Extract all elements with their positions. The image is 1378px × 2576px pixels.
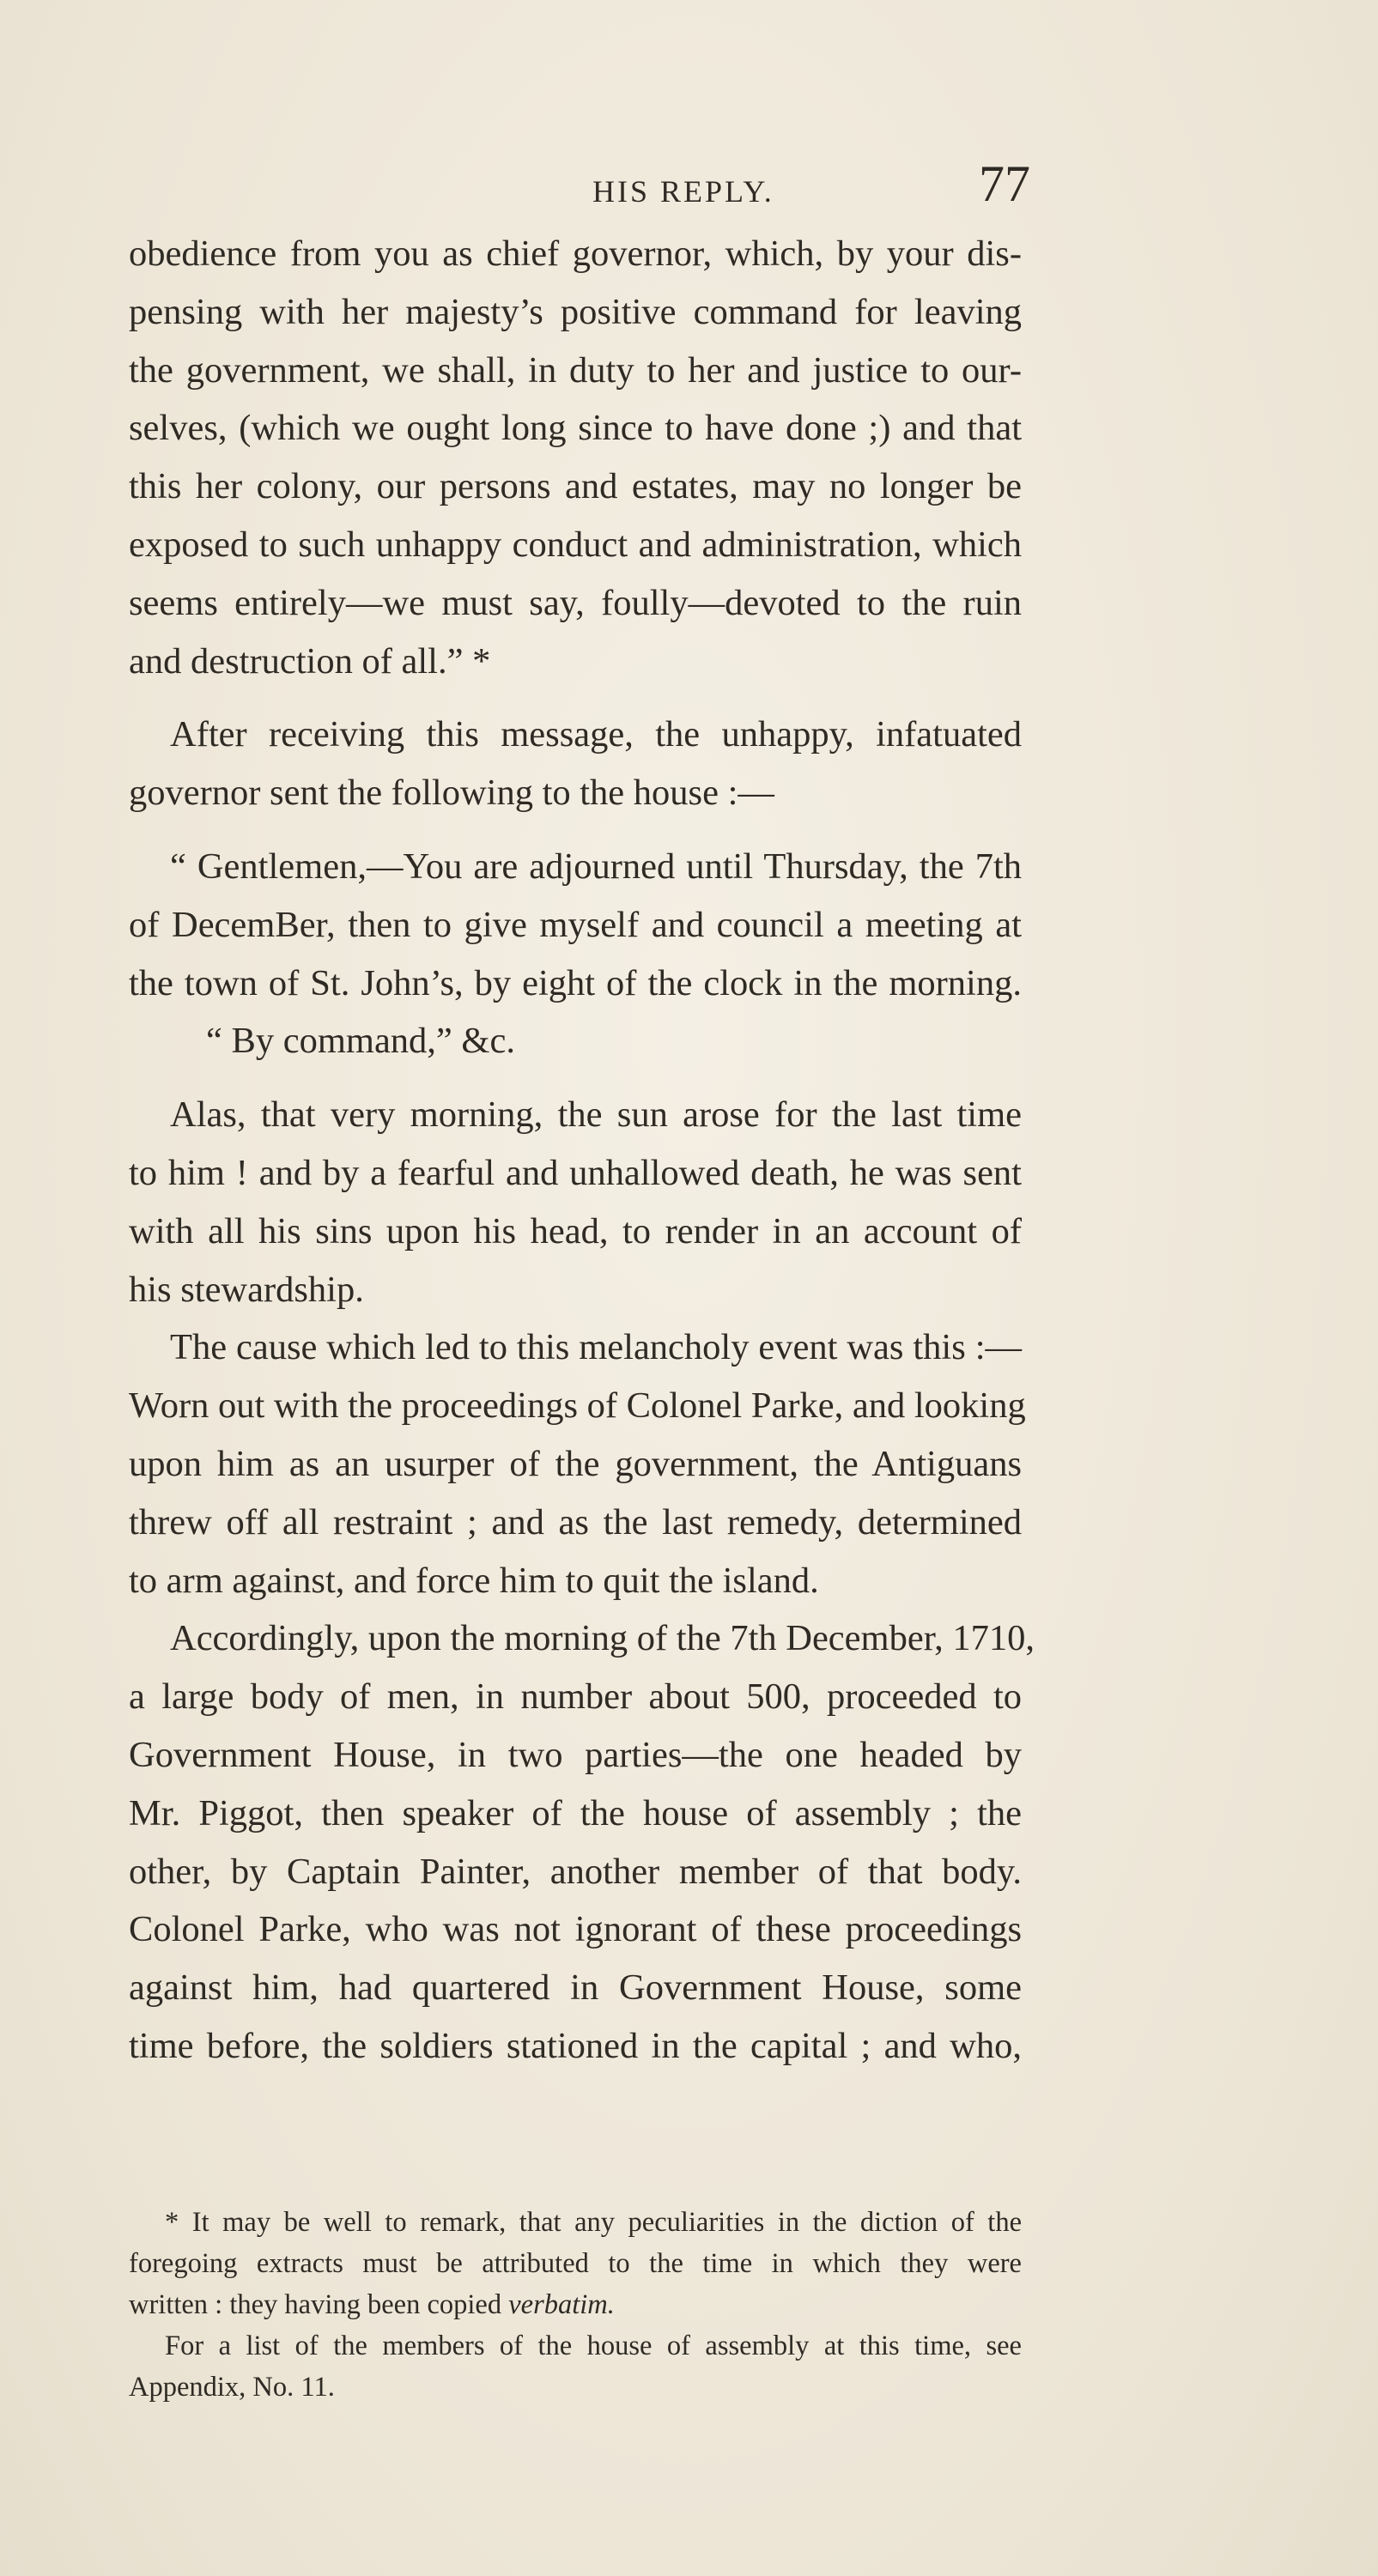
text-line: this her colony, our persons and estates, may no longer be xyxy=(129,466,1022,507)
text-line: governor sent the following to the house :— xyxy=(129,773,774,814)
text-line: time before, the soldiers stationed in the capital ; and who, xyxy=(129,2025,1022,2066)
footnote-italic: verbatim. xyxy=(508,2289,615,2320)
text-line: Colonel Parke, who was not ignorant of these proceedings xyxy=(129,1909,1022,1950)
text-line: other, by Captain Painter, another member of that body. xyxy=(129,1851,1022,1892)
text-line: the town of St. John’s, by eight of the clock in the morning. xyxy=(129,962,1022,1003)
text-line: to arm against, and force him to quit the island. xyxy=(129,1560,819,1601)
footnote-1 xyxy=(129,2202,1022,2325)
paragraph-4 xyxy=(129,1086,1022,1318)
text-line: of DecemBer, then to give myself and council a meeting at xyxy=(129,904,1022,945)
text-line: “ Gentlemen,—You are adjourned until Thursday, the 7th xyxy=(170,846,1022,887)
running-title: HIS REPLY. xyxy=(592,174,774,209)
main-text xyxy=(129,225,1035,2076)
text-line: threw off all restraint ; and as the last remedy, determined xyxy=(129,1501,1022,1543)
paragraph-2 xyxy=(129,706,1022,822)
text-line: obedience from you as chief governor, which, by your dis- xyxy=(129,233,1022,274)
text-line: pensing with her majesty’s positive command for leaving xyxy=(129,291,1022,332)
text-line: the government, we shall, in duty to her and justice to our- xyxy=(129,349,1022,391)
paragraph-1 xyxy=(129,225,1022,690)
footnote-line: Appendix, No. 11. xyxy=(129,2372,335,2403)
footnote-line xyxy=(129,2284,1022,2325)
text-line: Accordingly, upon the morning of the 7th December, 1710, xyxy=(170,1618,1035,1659)
text-line: Government House, in two parties—the one headed by xyxy=(129,1734,1022,1775)
text-line: his stewardship. xyxy=(129,1269,364,1310)
text-line: with all his sins upon his head, to render in an account of xyxy=(129,1210,1022,1252)
text-line: to him ! and by a fearful and unhallowed death, he was sent xyxy=(129,1152,1022,1193)
footnote-line: For a list of the members of the house of assembly at this time, see xyxy=(165,2331,1022,2361)
text-line: Worn out with the proceedings of Colonel Parke, and looking xyxy=(129,1385,1026,1427)
page-header xyxy=(129,155,1030,223)
page-number: 77 xyxy=(979,155,1030,212)
footnote-text: written : they having been copied xyxy=(129,2289,509,2320)
text-line: against him, had quartered in Government House, some xyxy=(129,1967,1022,2009)
text-line: a large body of men, in number about 500, proceeded to xyxy=(129,1676,1022,1718)
footnote-2 xyxy=(129,2325,1022,2408)
letter-signature: “ By command,” &c. xyxy=(206,1021,515,1062)
footnote-line: * It may be well to remark, that any peculiarities in the diction of the xyxy=(165,2207,1022,2238)
paragraph-3-letter xyxy=(129,838,1022,1070)
text-line: The cause which led to this melancholy event was this :— xyxy=(170,1327,1022,1368)
text-line: selves, (which we ought long since to have done ;) and that xyxy=(129,408,1022,449)
paragraph-5 xyxy=(129,1318,1026,1609)
footnote-line: foregoing extracts must be attributed to the time in which they were xyxy=(129,2248,1022,2279)
paragraph-6 xyxy=(129,1609,1035,2075)
text-line: After receiving this message, the unhappy, infatuated xyxy=(170,714,1022,755)
text-line: exposed to such unhappy conduct and administration, which xyxy=(129,524,1022,565)
text-line: Alas, that very morning, the sun arose for the last time xyxy=(170,1094,1022,1136)
text-line: upon him as an usurper of the government, the Antiguans xyxy=(129,1443,1022,1484)
text-line: Mr. Piggot, then speaker of the house of assembly ; the xyxy=(129,1792,1022,1834)
text-line: and destruction of all.” * xyxy=(129,640,491,682)
footnotes xyxy=(129,2202,1022,2408)
text-line: seems entirely—we must say, foully—devoted to the ruin xyxy=(129,582,1022,623)
